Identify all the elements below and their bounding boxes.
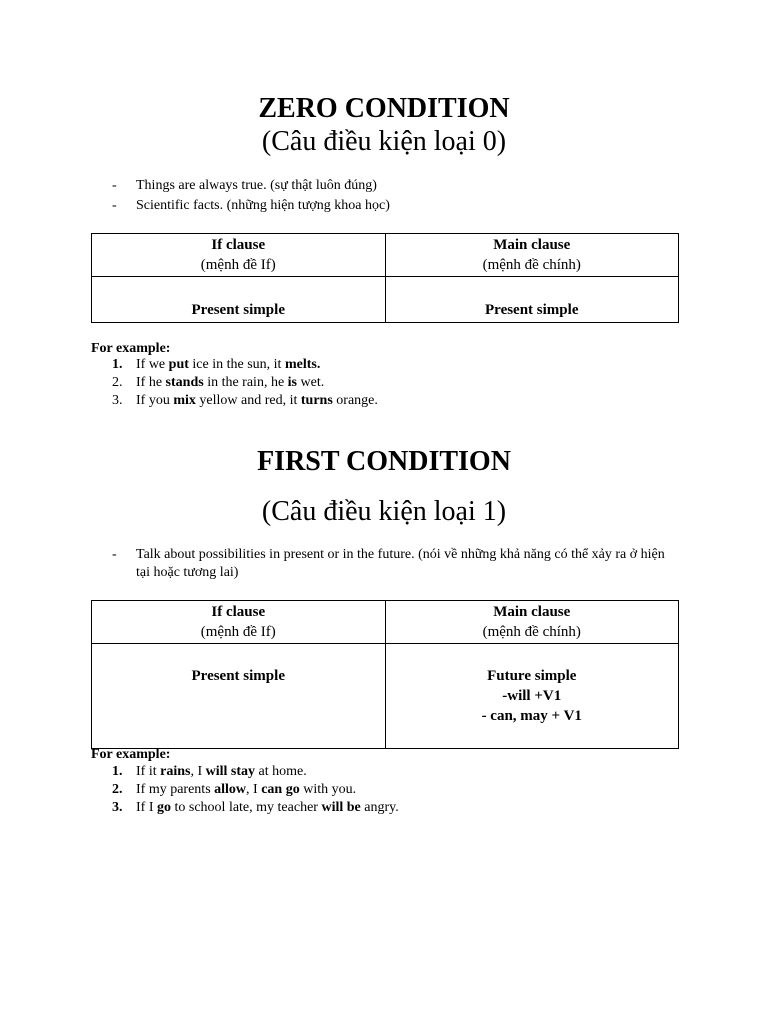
main-clause-value-cell: Future simple -will +V1 - can, may + V1 [385,644,679,749]
dash-bullet: - [112,178,117,193]
zero-condition-table [91,233,679,323]
if-clause-header: If clause [211,237,266,253]
if-clause-subheader: (mệnh đề If) [200,257,276,273]
main-clause-header-cell [385,601,679,644]
main-clause-header-cell [385,234,679,277]
if-clause-header-cell [92,601,386,644]
list-item: - Scientific facts. (những hiện tượng khoa học) [112,196,692,216]
main-clause-subheader: (mệnh đề chính) [482,257,581,273]
first-condition-table [91,600,679,749]
first-bullet-list [112,546,682,582]
dash-bullet: - [112,547,117,562]
zero-bullet-list [112,176,692,216]
if-clause-value-cell: Present simple [92,644,386,749]
zero-example-list [112,356,712,410]
zero-condition-title: ZERO CONDITION [258,93,510,124]
list-item: - Things are always true. (sự thật luôn đúng) [112,176,692,196]
main-clause-header: Main clause [493,237,571,253]
list-item: 1. If it rains, I will stay at home. [112,764,307,779]
zero-example-label: For example: [91,341,171,356]
first-example-list [112,763,712,817]
main-clause-subheader: (mệnh đề chính) [482,624,581,640]
list-item: 3. If you mix yellow and red, it turns orange. [112,393,378,408]
if-clause-subheader: (mệnh đề If) [200,624,276,640]
list-item: 2. If he stands in the rain, he is wet. [112,375,325,390]
first-condition-title: FIRST CONDITION [257,446,511,477]
list-item: 1. If we put ice in the sun, it melts. [112,357,321,372]
list-item: - Talk about possibilities in present or in the future. (nói về những khả năng có thể xảy ra ở hiện tại hoặc tương lai) [112,547,665,580]
main-clause-header: Main clause [493,604,571,620]
dash-bullet: - [112,198,117,213]
if-clause-header-cell [92,234,386,277]
if-clause-header: If clause [211,604,266,620]
list-item: 3. If I go to school late, my teacher will be angry. [112,800,399,815]
first-example-label: For example: [91,747,171,762]
if-clause-value-cell: Present simple [92,277,386,323]
zero-condition-subtitle: (Câu điều kiện loại 0) [261,126,507,157]
list-item: 2. If my parents allow, I can go with you. [112,782,357,797]
main-clause-value-cell: Present simple [385,277,679,323]
first-condition-subtitle: (Câu điều kiện loại 1) [261,496,507,527]
